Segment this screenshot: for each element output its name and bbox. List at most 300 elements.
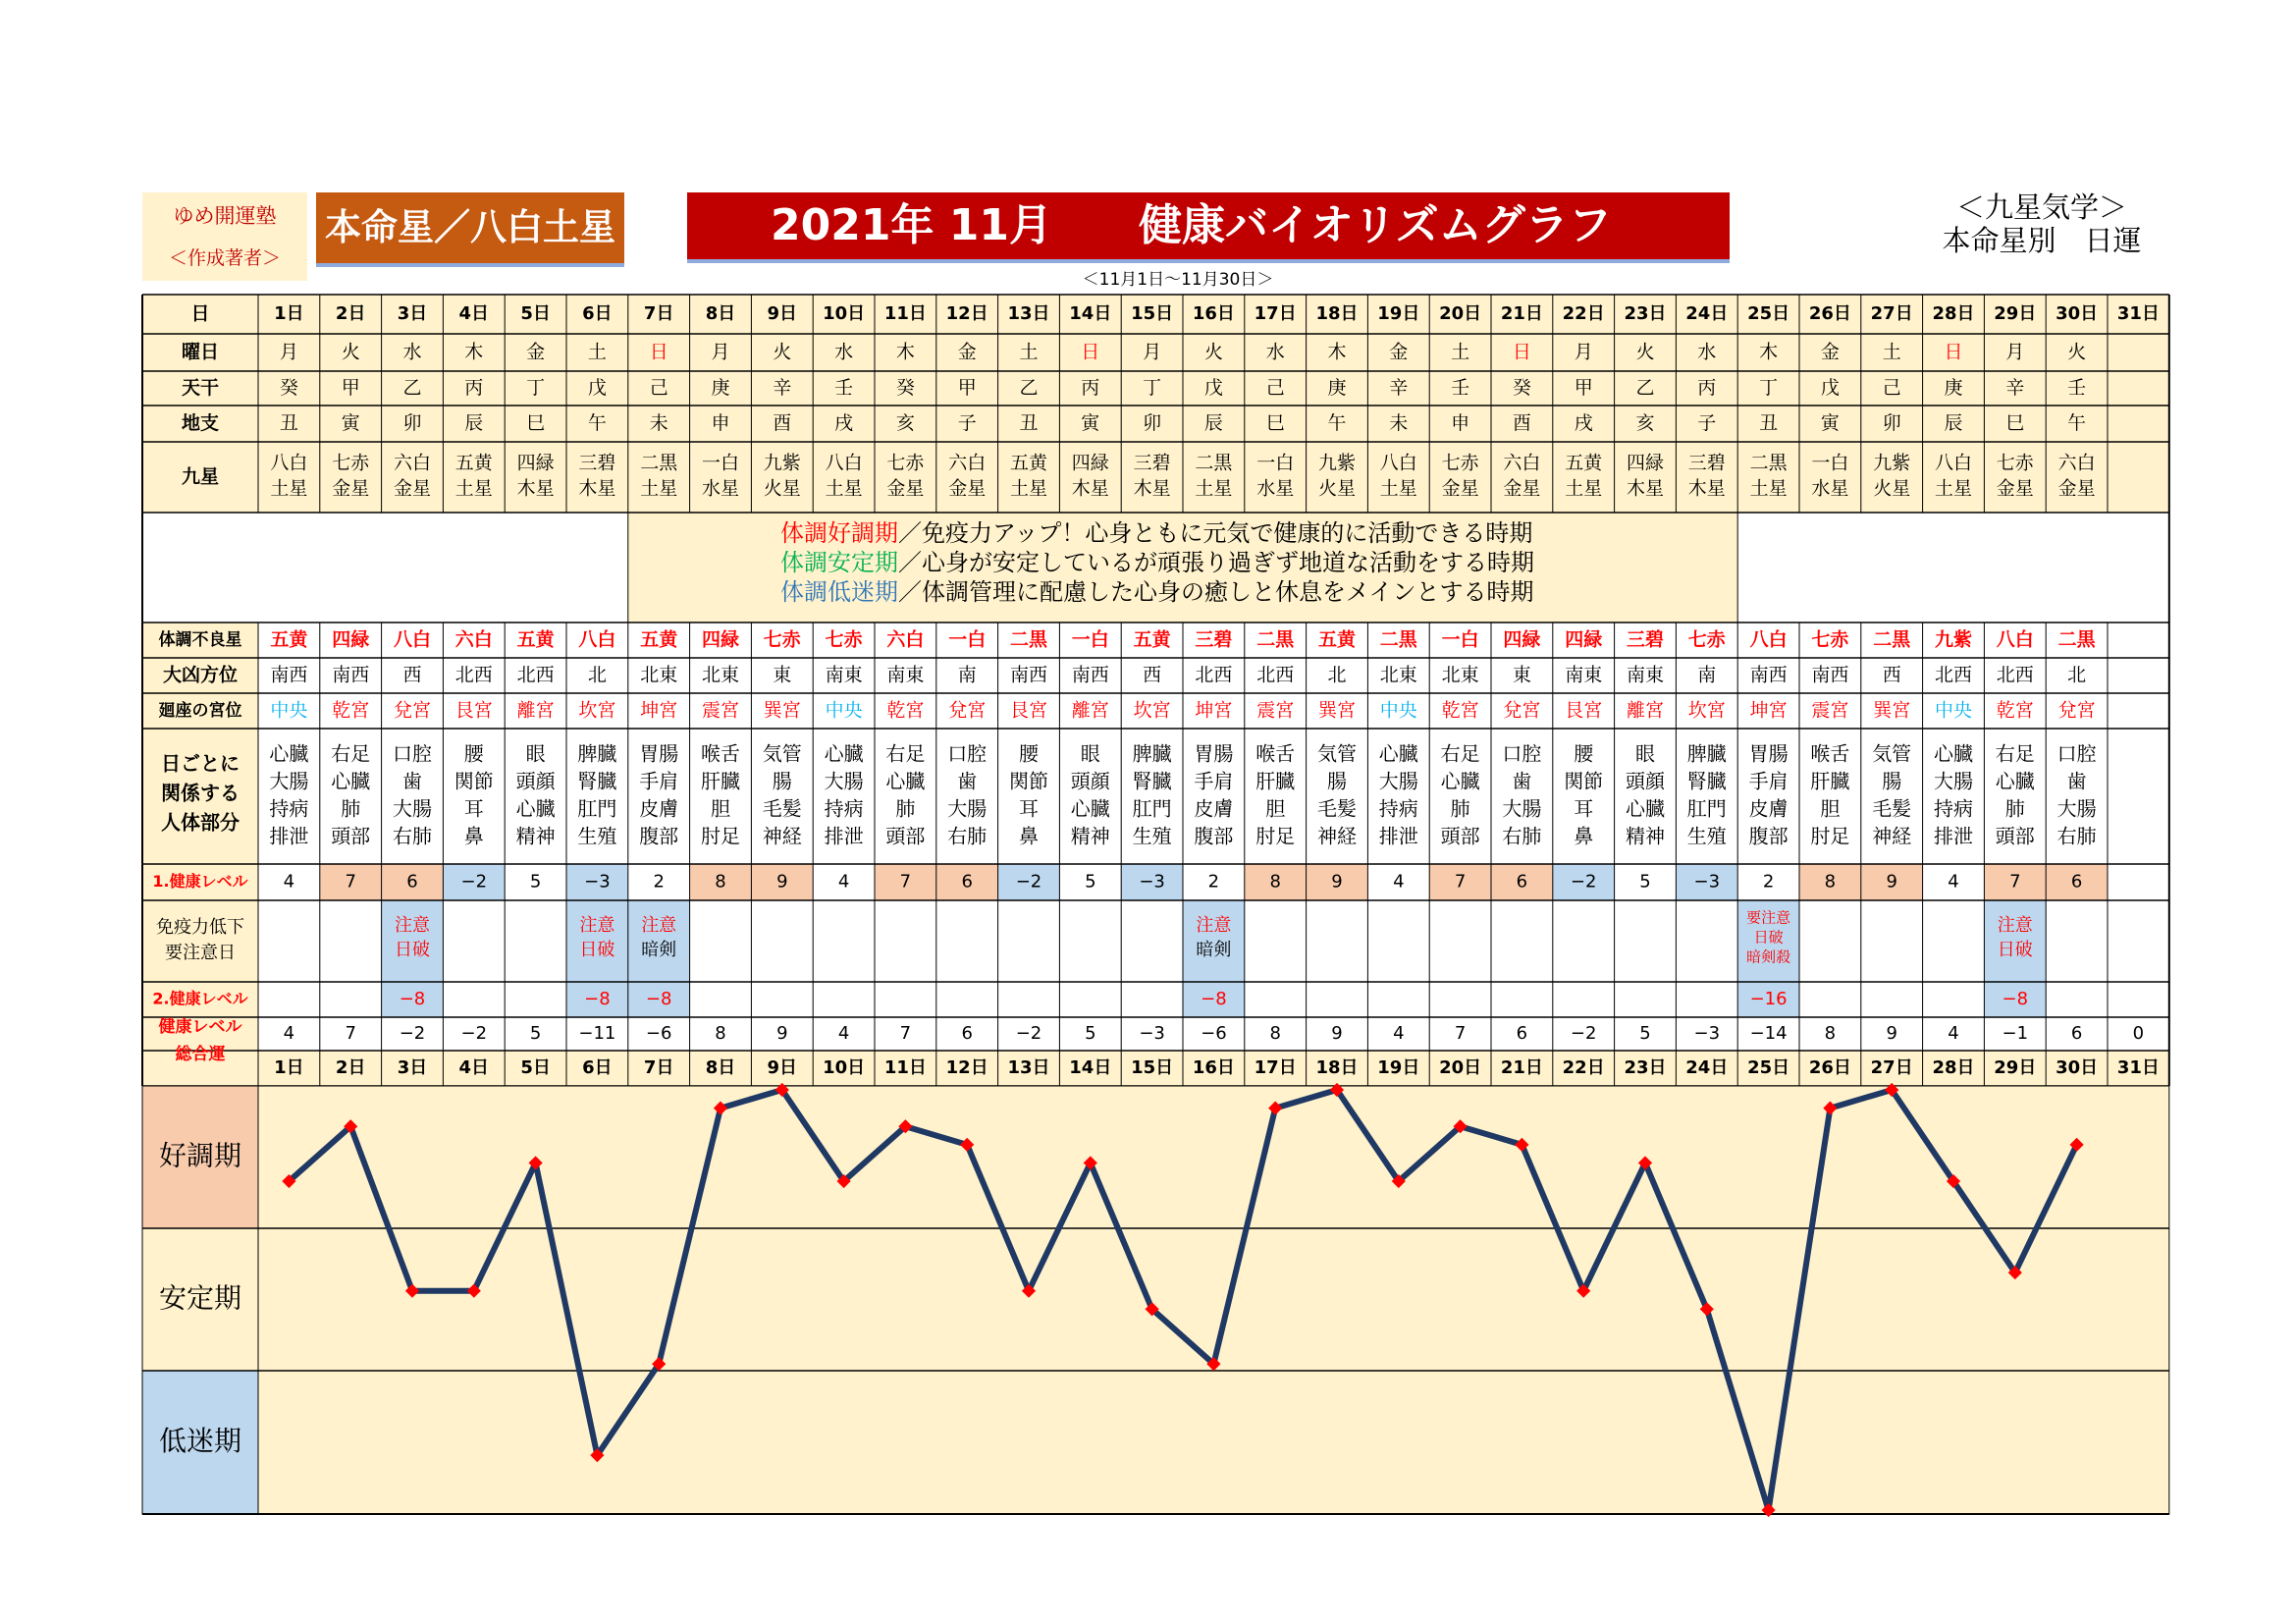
- poor-star: 八白: [1996, 628, 2034, 651]
- row-label-direction: 大凶方位: [162, 664, 239, 686]
- palace: 離宮: [516, 699, 555, 722]
- total-value: −2: [1570, 1023, 1597, 1044]
- body-part: 頭顔: [1626, 769, 1665, 793]
- palace: 坎宮: [578, 699, 616, 722]
- kyusei-star: 七赤: [1441, 452, 1479, 474]
- body-part: 胃腸: [639, 741, 679, 766]
- day-label: 17日: [1254, 303, 1297, 324]
- body-part: 手肩: [639, 769, 679, 793]
- kyusei-star: 水星: [1811, 477, 1849, 500]
- kyusei-star: 火星: [1317, 477, 1357, 500]
- poor-star: 五黄: [1133, 628, 1171, 651]
- palace: 兌宮: [393, 699, 432, 722]
- body-part: 頭部: [1995, 824, 2035, 848]
- body-part: 腸: [1882, 769, 1902, 793]
- body-part: 大腸: [947, 796, 988, 821]
- direction: 南西: [1811, 664, 1849, 686]
- body-part: 大腸: [269, 769, 309, 793]
- chishi: 戌: [1574, 412, 1593, 434]
- day-label: 20日: [1439, 303, 1482, 324]
- kyusei-star: 土星: [270, 477, 308, 500]
- total-value: −2: [399, 1023, 426, 1044]
- palace: 巽宮: [1873, 699, 1911, 722]
- level1-value: 5: [529, 871, 542, 893]
- level2-value: −16: [1749, 989, 1788, 1009]
- weekday: 日: [1944, 341, 1963, 363]
- kyusei-star: 二黒: [640, 452, 678, 474]
- day-label: 11日: [883, 1057, 927, 1078]
- weekday: 火: [1635, 341, 1655, 363]
- poor-star: 九紫: [1934, 628, 1973, 651]
- kyusei-star: 木星: [516, 477, 555, 500]
- warning-text: 暗剣: [1196, 940, 1232, 960]
- title-text: 健康バイオリズムグラフ: [1139, 200, 1612, 250]
- body-part: 右肺: [2056, 824, 2097, 848]
- direction: 南東: [825, 664, 863, 686]
- day-label: 23日: [1624, 303, 1667, 324]
- kyusei-star: 金星: [886, 477, 925, 500]
- kyusei-star: 金星: [1441, 477, 1479, 500]
- body-part: 肘足: [1810, 824, 1850, 848]
- day-label: 12日: [945, 303, 988, 324]
- chishi: 丑: [1759, 412, 1779, 434]
- palace: 離宮: [1071, 699, 1109, 722]
- body-part: 関節: [454, 769, 494, 793]
- total-value: 4: [1948, 1023, 1959, 1044]
- kyusei-star: 六白: [2057, 452, 2096, 474]
- weekday: 日: [1512, 341, 1531, 363]
- body-part: 頭部: [331, 824, 371, 848]
- body-part: 気管: [1872, 741, 1912, 766]
- palace: 震宮: [701, 699, 740, 722]
- palace: 震宮: [1256, 699, 1295, 722]
- kyusei-star: 木星: [1133, 477, 1171, 500]
- poor-star: 五黄: [270, 628, 308, 651]
- day-label: 16日: [1192, 1057, 1235, 1078]
- zone-label: 好調期: [158, 1139, 242, 1172]
- level1-value: 6: [1516, 871, 1528, 893]
- direction: 北西: [1256, 664, 1295, 686]
- level1-value: 9: [1886, 871, 1897, 893]
- day-label: 7日: [643, 1057, 674, 1078]
- poor-star: 二黒: [2057, 628, 2096, 651]
- day-label: 12日: [945, 1057, 988, 1078]
- direction: 西: [402, 664, 422, 686]
- palace: 坤宮: [640, 699, 678, 722]
- body-part: 肝臓: [1255, 769, 1296, 793]
- day-label: 4日: [458, 303, 490, 324]
- kyusei-star: 四緑: [516, 452, 555, 474]
- body-part: 肺: [1450, 796, 1470, 821]
- body-part: 耳: [1574, 796, 1594, 821]
- poor-star: 八白: [393, 628, 432, 651]
- palace: 乾宮: [1996, 699, 2034, 722]
- chishi: 辰: [1944, 412, 1963, 434]
- kyusei-star: 六白: [393, 452, 432, 474]
- zone-label: 低迷期: [158, 1425, 242, 1457]
- title-month: 2021年 11月: [771, 200, 1053, 250]
- direction: 北東: [1379, 664, 1417, 686]
- level1-value: −3: [584, 871, 611, 893]
- palace: 乾宮: [332, 699, 370, 722]
- tenkan: 辛: [1389, 377, 1409, 399]
- tenkan: 戊: [1203, 377, 1223, 399]
- kyusei-star: 土星: [1195, 477, 1233, 500]
- tenkan: 癸: [895, 377, 915, 399]
- total-value: −2: [460, 1023, 488, 1044]
- chishi: 酉: [1512, 412, 1531, 434]
- body-part: 胆: [711, 796, 730, 821]
- chishi: 亥: [895, 412, 915, 434]
- body-part: 生殖: [1686, 824, 1727, 848]
- day-label: 9日: [767, 1057, 798, 1078]
- level1-value: 7: [899, 871, 912, 893]
- level1-value: 5: [1639, 871, 1651, 893]
- tenkan: 壬: [1451, 377, 1470, 399]
- direction: 南西: [332, 664, 370, 686]
- body-part: 皮膚: [1194, 796, 1234, 821]
- poor-star: 七赤: [763, 628, 801, 651]
- body-part: 大腸: [2056, 796, 2097, 821]
- poor-star: 四緑: [1565, 628, 1603, 651]
- tenkan: 庚: [1327, 377, 1347, 399]
- day-label: 6日: [582, 303, 613, 324]
- body-part: 関節: [1564, 769, 1604, 793]
- total-value: 8: [1269, 1023, 1281, 1044]
- day-label: 11日: [883, 303, 927, 324]
- kyusei-star: 八白: [1379, 452, 1417, 474]
- weekday: 水: [402, 341, 422, 363]
- kyusei-star: 一白: [701, 452, 740, 474]
- body-part: 口腔: [1502, 741, 1542, 766]
- chishi: 卯: [1882, 412, 1901, 434]
- day-label: 27日: [1870, 1057, 1913, 1078]
- kyusei-star: 一白: [1256, 452, 1295, 474]
- palace: 坤宮: [1195, 699, 1233, 722]
- row-label-immunity: 要注意日: [165, 943, 236, 963]
- day-label: 9日: [767, 303, 798, 324]
- row-label-day: 日: [190, 302, 210, 325]
- direction: 南西: [270, 664, 308, 686]
- row-label-total: 健康レベル: [158, 1017, 242, 1037]
- kyusei-star: 五黄: [454, 452, 493, 474]
- level1-value: 7: [2009, 871, 2021, 893]
- palace: 乾宮: [886, 699, 925, 722]
- chishi: 卯: [402, 412, 422, 434]
- tenkan: 丙: [464, 377, 484, 399]
- poor-star: 五黄: [640, 628, 678, 651]
- body-part: 関節: [1009, 769, 1048, 793]
- chishi: 午: [2067, 412, 2087, 434]
- level1-value: 4: [1948, 871, 1959, 893]
- day-label: 5日: [520, 303, 551, 324]
- day-label: 22日: [1562, 303, 1605, 324]
- body-part: 歯: [1512, 769, 1532, 793]
- day-label: 15日: [1131, 1057, 1174, 1078]
- day-label: 8日: [705, 303, 736, 324]
- total-value: −3: [1693, 1023, 1721, 1044]
- body-part: 肛門: [1132, 796, 1172, 821]
- palace: 兌宮: [1503, 699, 1541, 722]
- tenkan: 甲: [957, 377, 977, 399]
- body-part: 口腔: [393, 741, 432, 766]
- poor-star: 六白: [454, 628, 493, 651]
- plot-area: [258, 1086, 2169, 1514]
- direction: 北東: [701, 664, 740, 686]
- body-part: 神経: [1872, 824, 1912, 848]
- total-value: 7: [1454, 1023, 1467, 1044]
- palace: 震宮: [1811, 699, 1849, 722]
- kyusei-star: 五黄: [1565, 452, 1603, 474]
- kyusei-star: 金星: [2057, 477, 2096, 500]
- day-label: 1日: [274, 1057, 304, 1078]
- poor-star: 七赤: [1687, 628, 1726, 651]
- body-part: 肺: [895, 796, 916, 821]
- weekday: 日: [1081, 341, 1100, 363]
- row-label-weekday: 曜日: [181, 341, 220, 363]
- body-part: 持病: [824, 796, 864, 821]
- direction: 南西: [1071, 664, 1109, 686]
- poor-star: 一白: [948, 628, 987, 651]
- day-label: 6日: [582, 1057, 613, 1078]
- body-part: 心臓: [824, 741, 864, 766]
- tenkan: 壬: [2067, 377, 2087, 399]
- poor-star: 四緑: [1503, 628, 1541, 651]
- total-value: 0: [2132, 1023, 2145, 1044]
- palace: 乾宮: [1441, 699, 1479, 722]
- body-part: 排泄: [1378, 824, 1418, 848]
- body-part: 精神: [1070, 824, 1110, 848]
- body-part: 皮膚: [639, 796, 679, 821]
- total-value: −11: [578, 1023, 616, 1044]
- body-part: 喉舌: [1810, 741, 1850, 766]
- day-label: 25日: [1747, 303, 1790, 324]
- tenkan: 己: [1265, 377, 1285, 399]
- legend-desc: ／体調管理に配慮した心身の癒しと休息をメインとする時期: [898, 578, 1534, 606]
- kyusei-star: 火星: [763, 477, 801, 500]
- palace: 艮宮: [454, 699, 493, 722]
- kyusei-star: 三碧: [1133, 452, 1171, 474]
- level2-value: −8: [399, 989, 426, 1009]
- chishi: 巳: [526, 412, 546, 434]
- body-part: 腸: [772, 769, 792, 793]
- day-label: 4日: [458, 1057, 490, 1078]
- warning-text: 日破: [1753, 928, 1784, 947]
- weekday: 火: [773, 341, 792, 363]
- warning-text: 注意: [395, 915, 430, 936]
- direction: 北: [1327, 664, 1347, 686]
- body-part: 大腸: [824, 769, 864, 793]
- total-value: 9: [1886, 1023, 1897, 1044]
- row-label-body: 人体部分: [161, 810, 240, 835]
- day-label: 5日: [520, 1057, 551, 1078]
- direction: 北: [587, 664, 607, 686]
- body-part: 耳: [1019, 796, 1039, 821]
- chishi: 酉: [773, 412, 792, 434]
- level2-value: −8: [1201, 989, 1227, 1009]
- body-part: 腰: [1574, 741, 1594, 766]
- weekday: 金: [1389, 341, 1409, 363]
- poor-star: 六白: [886, 628, 925, 651]
- weekday: 木: [1759, 341, 1779, 363]
- poor-star: 一白: [1071, 628, 1109, 651]
- body-part: 右肺: [1502, 824, 1542, 848]
- chishi: 寅: [341, 412, 360, 434]
- day-label: 19日: [1377, 303, 1420, 324]
- level1-value: −2: [460, 871, 488, 893]
- tenkan: 壬: [834, 377, 854, 399]
- body-part: 右肺: [393, 824, 432, 848]
- kyusei-star: 八白: [1934, 452, 1973, 474]
- day-label: 31日: [2116, 303, 2160, 324]
- body-part: 生殖: [1132, 824, 1172, 848]
- body-part: 肺: [341, 796, 361, 821]
- level1-value: 7: [345, 871, 356, 893]
- tenkan: 乙: [402, 377, 422, 399]
- palace: 艮宮: [1565, 699, 1603, 722]
- kyusei-star: 土星: [1934, 477, 1973, 500]
- day-label: 20日: [1439, 1057, 1482, 1078]
- body-part: 気管: [1317, 741, 1357, 766]
- date-range: ＜11月1日～11月30日＞: [1082, 270, 1274, 290]
- total-value: −6: [645, 1023, 672, 1044]
- chishi: 辰: [464, 412, 484, 434]
- kyusei-star: 土星: [454, 477, 493, 500]
- day-label: 21日: [1500, 303, 1543, 324]
- body-part: 歯: [2066, 769, 2087, 793]
- chishi: 卯: [1143, 412, 1162, 434]
- direction: 西: [1882, 664, 1901, 686]
- day-label: 29日: [1994, 303, 2037, 324]
- body-part: 腎臓: [1132, 769, 1172, 793]
- kyusei-star: 木星: [1626, 477, 1665, 500]
- legend-line: [780, 578, 1534, 606]
- body-part: 脾臓: [577, 741, 617, 766]
- warning-text: 日破: [579, 940, 615, 960]
- tenkan: 戊: [587, 377, 607, 399]
- level1-value: 9: [1331, 871, 1343, 893]
- chishi: 丑: [1019, 412, 1039, 434]
- kyusei-star: 七赤: [1996, 452, 2034, 474]
- palace: 兌宮: [948, 699, 987, 722]
- level1-value: 2: [1207, 871, 1220, 893]
- kyusei-star: 七赤: [332, 452, 370, 474]
- kyusei-star: 金星: [332, 477, 370, 500]
- body-part: 右肺: [947, 824, 988, 848]
- poor-star: 二黒: [1009, 628, 1048, 651]
- level1-value: 6: [961, 871, 973, 893]
- school-name: ゆめ開運塾: [173, 204, 277, 228]
- weekday: 月: [2005, 341, 2025, 363]
- total-value: 6: [961, 1023, 973, 1044]
- body-part: 腎臓: [577, 769, 617, 793]
- row-label-poor-star: 体調不良星: [158, 630, 242, 650]
- weekday: 金: [957, 341, 977, 363]
- warning-text: 注意: [1997, 915, 2033, 936]
- day-label: 23日: [1624, 1057, 1667, 1078]
- kyusei-star: 二黒: [1195, 452, 1233, 474]
- day-label: 19日: [1377, 1057, 1420, 1078]
- kyusei-star: 八白: [825, 452, 863, 474]
- kyusei-star: 九紫: [1317, 452, 1357, 474]
- weekday: 水: [1697, 341, 1717, 363]
- kyusei-star: 木星: [1687, 477, 1726, 500]
- total-value: 4: [837, 1023, 850, 1044]
- weekday: 火: [1203, 341, 1223, 363]
- poor-star: 八白: [578, 628, 616, 651]
- poor-star: 二黒: [1379, 628, 1417, 651]
- day-label: 3日: [397, 1057, 428, 1078]
- total-value: 8: [1824, 1023, 1837, 1044]
- level1-value: 4: [1393, 871, 1405, 893]
- poor-star: 八白: [1749, 628, 1788, 651]
- direction: 南東: [1565, 664, 1603, 686]
- weekday: 土: [1451, 341, 1470, 363]
- warning-text: 注意: [1196, 915, 1232, 936]
- warning-text: 日破: [395, 940, 430, 960]
- poor-star: 七赤: [825, 628, 863, 651]
- level1-value: 8: [1269, 871, 1281, 893]
- day-label: 14日: [1069, 303, 1112, 324]
- legend-term: 体調好調期: [780, 519, 898, 547]
- body-part: 大腸: [1934, 769, 1973, 793]
- body-part: 精神: [515, 824, 556, 848]
- weekday: 月: [279, 341, 298, 363]
- legend-term: 体調安定期: [780, 549, 898, 576]
- day-label: 27日: [1870, 303, 1913, 324]
- level2-value: −8: [584, 989, 611, 1009]
- tenkan: 乙: [1019, 377, 1039, 399]
- direction: 北東: [1441, 664, 1479, 686]
- body-part: 気管: [762, 741, 802, 766]
- level1-value: 2: [653, 871, 665, 893]
- body-part: 腹部: [1748, 824, 1789, 848]
- day-label: 24日: [1685, 1057, 1729, 1078]
- body-part: 口腔: [947, 741, 988, 766]
- warning-text: 注意: [579, 915, 615, 936]
- chishi: 未: [1389, 412, 1409, 434]
- poor-star: 三碧: [1195, 628, 1233, 651]
- chishi: 丑: [279, 412, 298, 434]
- poor-star: 四緑: [332, 628, 370, 651]
- body-part: 脾臓: [1686, 741, 1727, 766]
- body-part: 眼: [525, 741, 546, 766]
- direction: 北西: [1934, 664, 1973, 686]
- poor-star: 七赤: [1811, 628, 1849, 651]
- day-label: 16日: [1192, 303, 1235, 324]
- palace: 中央: [1934, 699, 1973, 722]
- chishi: 子: [957, 412, 977, 434]
- direction: 西: [1143, 664, 1162, 686]
- legend-term: 体調低迷期: [780, 578, 898, 606]
- direction: 北東: [640, 664, 678, 686]
- level1-value: 8: [1824, 871, 1837, 893]
- kyusei-star: 九紫: [1873, 452, 1911, 474]
- body-part: 持病: [1378, 796, 1418, 821]
- level1-value: −3: [1139, 871, 1165, 893]
- kyusei-star: 金星: [393, 477, 432, 500]
- palace: 艮宮: [1009, 699, 1048, 722]
- day-label: 26日: [1808, 1057, 1851, 1078]
- weekday: 火: [2067, 341, 2087, 363]
- level1-value: 4: [283, 871, 295, 893]
- body-part: 腹部: [1194, 824, 1234, 848]
- body-part: 頭部: [1440, 824, 1480, 848]
- tenkan: 丁: [526, 377, 546, 399]
- tenkan: 甲: [341, 377, 360, 399]
- total-value: 8: [715, 1023, 726, 1044]
- poor-star: 二黒: [1873, 628, 1911, 651]
